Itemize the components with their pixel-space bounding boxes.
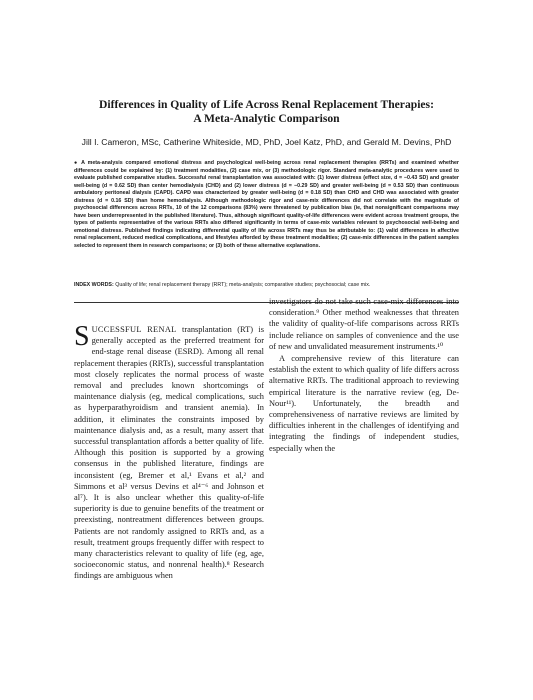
body-column-left	[74, 321, 265, 582]
abstract: ● A meta-analysis compared emotional distress and psychological well-being across renal replacement therapies (RRTs) and examined whether differences could be explained by: (1) treatment modalities, (2) case mix, or (3) methodologic rigor. Standard meta-analytic procedures were used to evaluate published comparative studies. Successful renal transplantation was associated with: (1) lower distress (effect size, d = −0.43 SD) and greater well-being (d = 0.62 SD) than center hemodialysis (CHD) and (2) lower distress (d = −0.29 SD) and greater well-being (d = 0.53 SD) than continuous ambulatory peritoneal dialysis (CAPD). CAPD was characterized by greater well-being (d = 0.18 SD) than CHD and CHD was associated with greater distress (d = 0.16 SD) than home hemodialysis. Although methodologic rigor and case-mix differences did not correlate with the magnitude of psychosocial differences across RRTs, 10 of the 12 comparisons (83%) were threatened by publication bias (ie, that nonsignificant comparisons may have been underrepresented in the published literature). Thus, although significant quality-of-life differences were evident across treatment groups, the types of patients representative of the various RRTs also differed significantly in terms of case-mix variables relevant to psychosocial well-being and emotional distress. Published findings indicating differential quality of life across RRTs may thus be attributable to: (1) valid differences in affective renal replacement, reduced medical complications, and lifestyles afforded by these treatment modalities; (2) case-mix differences in the patient samples selected to represent them in research comparisons; or (3) both of these alternative explanations.	[74, 160, 459, 249]
title-line-1: Differences in Quality of Life Across Renal Replacement Therapies:	[99, 98, 434, 111]
index-words-label: INDEX WORDS:	[74, 282, 114, 288]
intro-lead: UCCESSFUL RENAL	[91, 325, 177, 334]
intro-body: transplantation (RT) is generally accepted as the preferred treatment for end-stage renal disease (ESRD). Among all renal replacement therapies (RRTs), successful transplantation most closely replicates the normal process of waste removal and precludes known shortcomings of maintenance dialysis (eg, medical complications, such as hyperparathyroidism and transient anemia). In addition, it eliminates the constraints imposed by maintenance dialysis and, as a result, many assert that successful transplantation affords a better quality of life. Although this position is supported by a growing consensus in the published literature, findings are inconsistent (eg, Bremer et al,¹ Evans et al,² and Simmons et al³ versus Devins et al⁴⁻⁶ and Johnson et al⁷). It is also unclear whether this quality-of-life superiority is due to genuine benefits of the treatment or preexisting, nontreatment differences between groups. Patients are not randomly assigned to RRTs and, as a result, treatment groups frequently differ with respect to many characteristics relevant to quality of life (eg, age, socioeconomic status, and nonrenal health).⁸ Research findings are ambiguous when	[74, 325, 265, 581]
paper-title	[40, 98, 493, 126]
index-words-text: Quality of life; renal replacement therapy (RRT); meta-analysis; comparative studies; psychosocial; case mix.	[113, 282, 371, 288]
intro-paragraph	[74, 321, 265, 582]
continued-paragraph: investigators do not take such case-mix differences into consideration.⁹ Other method weaknesses that threaten the validity of quality-of-life comparisons across RRTs include reliance on samples of convenience and the use of new and unvalidated measurement instruments.¹⁰	[269, 297, 459, 351]
review-paragraph: A comprehensive review of this literature can establish the extent to which quality of life differs across alternative RRTs. The traditional approach to reviewing empirical literature is the narrative review (eg, De-Nour¹¹). Unfortunately, the breadth and comprehensiveness of narrative reviews are limited by difficulties inherent in the challenges of identifying and integrating the findings of independent studies, especially when the	[269, 354, 459, 453]
author-list: Jill I. Cameron, MSc, Catherine Whiteside, MD, PhD, Joel Katz, PhD, and Gerald M. Devins, PhD	[81, 137, 452, 147]
drop-cap: S	[74, 321, 90, 352]
body-column-right	[269, 296, 459, 454]
index-words	[74, 282, 459, 290]
title-line-2: A Meta-Analytic Comparison	[193, 112, 340, 125]
